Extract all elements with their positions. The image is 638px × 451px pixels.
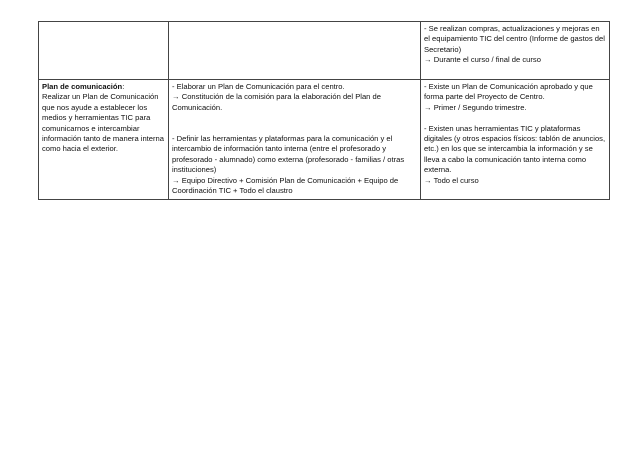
indicator-equipment-text: - Se realizan compras, actualizaciones y mejoras en el equipamiento TIC del centro (Informe de gastos del Secretario) bbox=[424, 24, 605, 54]
indicator-cell-equipment bbox=[421, 22, 610, 80]
empty-cell-actions bbox=[169, 22, 421, 80]
objective-title: Plan de comunicación bbox=[42, 82, 123, 91]
spacer bbox=[424, 113, 606, 123]
indicator-timing: → Primer / Segundo trimestre. bbox=[424, 102, 527, 112]
indicator-equipment-timing: → Durante el curso / final de curso bbox=[424, 55, 541, 65]
indicator-text: - Existen unas herramientas TIC y plataformas digitales (y otros espacios físicos: tablón de anuncios, etc.) en los que se intercambia la información y se lleva a cabo la comunicación tanto interna como externa. bbox=[424, 123, 606, 175]
empty-cell-objective bbox=[39, 22, 169, 80]
indicator-text: - Existe un Plan de Comunicación aprobado y que forma parte del Proyecto de Centro. bbox=[424, 82, 593, 102]
action-text: - Definir las herramientas y plataformas para la comunicación y el intercambio de información tanto interna (entre el profesorado y profesorado - alumnado) como externa (profesorado - familias / otras instituciones) bbox=[172, 134, 405, 175]
spacer bbox=[172, 113, 417, 123]
action-responsible: → Equipo Directivo + Comisión Plan de Comunicación + Equipo de Coordinación TIC + Todo el claustro bbox=[172, 175, 399, 196]
actions-cell bbox=[169, 80, 421, 200]
action-text: - Elaborar un Plan de Comunicación para el centro. bbox=[172, 82, 345, 91]
objective-cell bbox=[39, 80, 169, 200]
indicator-timing: → Todo el curso bbox=[424, 175, 479, 185]
spacer bbox=[172, 124, 417, 134]
objective-title-suffix: : bbox=[122, 82, 125, 91]
table-row bbox=[39, 22, 610, 80]
plan-table bbox=[38, 21, 610, 200]
action-responsible: → Constitución de la comisión para la elaboración del Plan de Comunicación. bbox=[172, 92, 381, 112]
indicators-cell bbox=[421, 80, 610, 200]
table-row bbox=[39, 80, 610, 200]
objective-description: Realizar un Plan de Comunicación que nos ayude a establecer los medios y herramientas TIC para comunicarnos e intercambiar información tanto de manera interna como hacia el exterior. bbox=[42, 92, 164, 154]
